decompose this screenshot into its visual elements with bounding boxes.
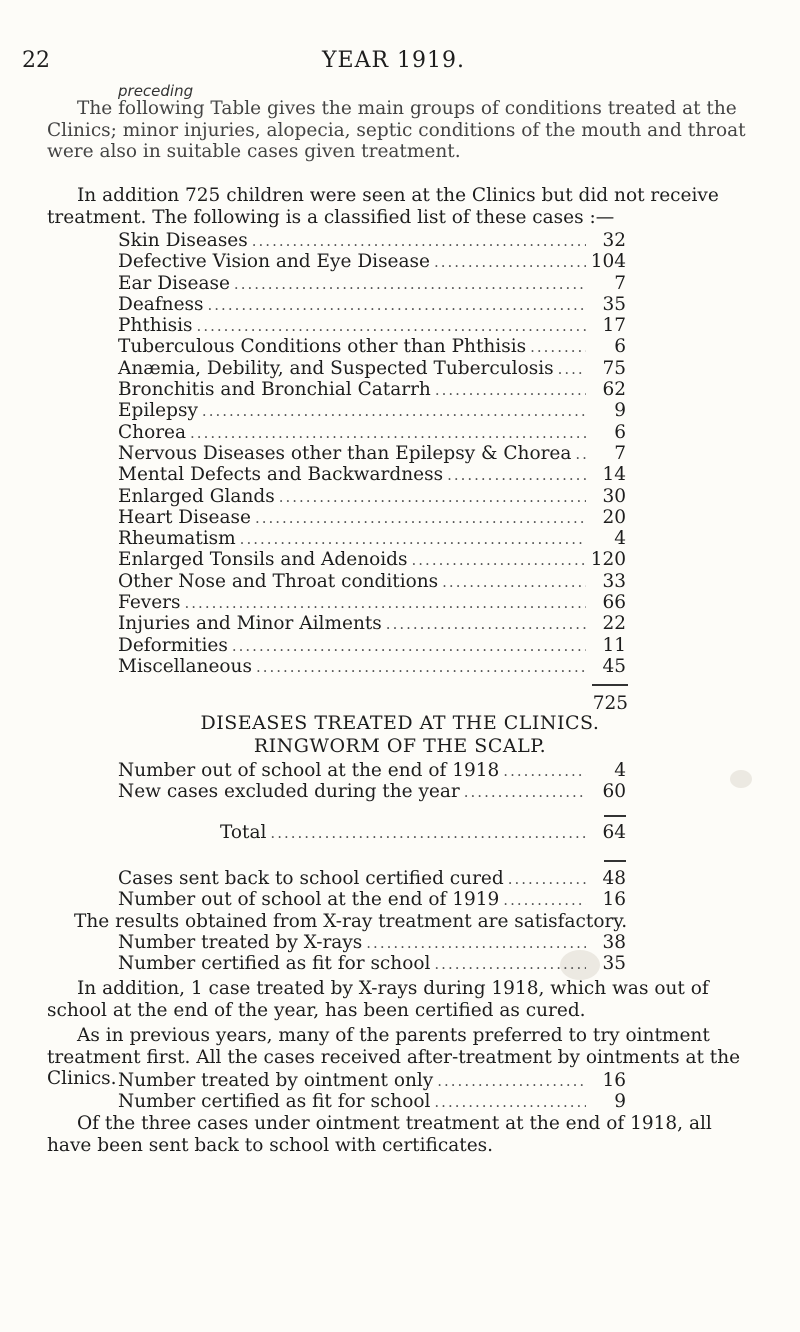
second-paragraph: In addition 725 children were seen at the Clinics but did not receive treatment. The following is a classified list of these cases :— (47, 185, 719, 228)
cases-list (118, 230, 626, 677)
list-item: Anæmia, Debility, and Suspected Tuberculosis ..... 75 (118, 358, 626, 379)
list-item: Enlarged Tonsils and Adenoids ..... 120 (118, 549, 626, 570)
list-item: Number certified as fit for school ..... 35 (118, 953, 626, 974)
list-item: Number treated by X-rays ..... 38 (118, 932, 626, 953)
page-header (22, 48, 760, 78)
list-item: Cases sent back to school certified cured ..... 48 (118, 868, 626, 889)
list-item: Number out of school at the end of 1919 ..... 16 (118, 889, 626, 910)
list-item: Skin Diseases ..... 32 (118, 230, 626, 251)
list-item: Defective Vision and Eye Disease ..... 104 (118, 251, 626, 272)
closing-paragraph: Of the three cases under ointment treatment at the end of 1918, all have been sent back to school with certificates. (47, 1113, 712, 1156)
xray-list (118, 932, 626, 975)
section-subheading: RINGWORM OF THE SCALP. (253, 735, 547, 757)
ointment-list (118, 1070, 626, 1113)
paper-stain (730, 770, 752, 788)
section-heading: DISEASES TREATED AT THE CLINICS. (200, 712, 600, 734)
handwritten-annotation: preceding (118, 82, 194, 100)
total-rule (604, 815, 626, 817)
list-item: Rheumatism ..... 4 (118, 528, 626, 549)
list-item: Number treated by ointment only ..... 16 (118, 1070, 626, 1091)
total-value: 64 (602, 822, 626, 843)
list-item: Number out of school at the end of 1918 ..... 4 (118, 760, 626, 781)
list-item: Number certified as fit for school ..... 9 (118, 1091, 626, 1112)
xray-sentence: The results obtained from X-ray treatment are satisfactory. (74, 911, 628, 932)
list-item: Miscellaneous ..... 45 (118, 656, 626, 677)
list-item: Tuberculous Conditions other than Phthisis ..... 6 (118, 336, 626, 357)
list-item: Ear Disease ..... 7 (118, 273, 626, 294)
list-item: New cases excluded during the year ..... 60 (118, 781, 626, 802)
ointment-paragraph: As in previous years, many of the parents preferred to try ointment treatment first. All the cases received after-treatment by ointments at the Clinics. (47, 1025, 741, 1089)
ringworm-list (118, 760, 626, 803)
list-item: Chorea ..... 6 (118, 422, 626, 443)
page-year-title: YEAR 1919. (322, 48, 466, 73)
total-row (220, 822, 626, 843)
list-item: Mental Defects and Backwardness ..... 14 (118, 464, 626, 485)
list-item: Phthisis ..... 17 (118, 315, 626, 336)
page-number: 22 (22, 48, 50, 73)
list-item: Deformities ..... 11 (118, 635, 626, 656)
list-item: Deafness ..... 35 (118, 294, 626, 315)
list-item: Nervous Diseases other than Epilepsy & Chorea ..... 7 (118, 443, 626, 464)
total-rule (592, 684, 628, 686)
xray-note: In addition, 1 case treated by X-rays during 1918, which was out of school at the end of the year, has been certified as cured. (47, 978, 709, 1021)
cases-total: 725 (592, 693, 628, 714)
list-item: Bronchitis and Bronchial Catarrh ..... 62 (118, 379, 626, 400)
list-item: Epilepsy ..... 9 (118, 400, 626, 421)
total-label: Total (220, 822, 267, 843)
intro-paragraph: The following Table gives the main groups of conditions treated at the Clinics; minor injuries, alopecia, septic conditions of the mouth and throat were also in suitable cases given treatment. (47, 98, 746, 162)
total-rule (604, 860, 626, 862)
list-item: Other Nose and Throat conditions ..... 33 (118, 571, 626, 592)
list-item: Fevers ..... 66 (118, 592, 626, 613)
results-list (118, 868, 626, 911)
list-item: Heart Disease ..... 20 (118, 507, 626, 528)
list-item: Enlarged Glands ..... 30 (118, 486, 626, 507)
list-item: Injuries and Minor Ailments ..... 22 (118, 613, 626, 634)
